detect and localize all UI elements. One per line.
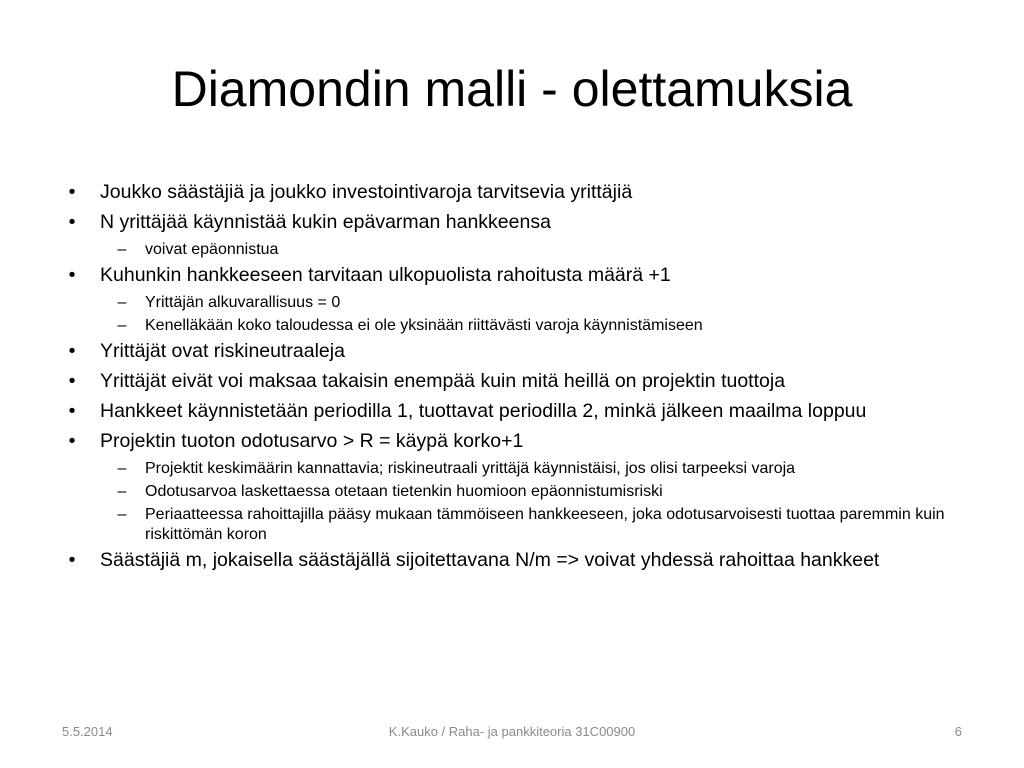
bullet-text: Joukko säästäjiä ja joukko investointivaroja tarvitsevia yrittäjiä bbox=[100, 181, 633, 203]
bullet-marker: • bbox=[68, 430, 76, 452]
bullet-marker: • bbox=[68, 211, 76, 233]
sub-bullet-marker: – bbox=[117, 317, 127, 334]
sub-bullet-text: Yrittäjän alkuvarallisuus = 0 bbox=[145, 294, 341, 311]
bullet-marker: • bbox=[68, 549, 76, 571]
bullet-marker: • bbox=[68, 370, 76, 392]
sub-bullet-text: Periaatteessa rahoittajilla pääsy mukaan tämmöiseen hankkeeseen, joka odotusarvoisesti tuottaa paremmin kuin riskittömän koron bbox=[145, 506, 945, 543]
sub-bullet-marker: – bbox=[117, 483, 127, 500]
sub-bullet-text: Odotusarvoa laskettaessa otetaan tietenkin huomioon epäonnistumisriski bbox=[145, 483, 663, 500]
footer-date: 5.5.2014 bbox=[62, 724, 113, 739]
bullet-item bbox=[62, 369, 962, 393]
bullet-text: Hankkeet käynnistetään periodilla 1, tuottavat periodilla 2, minkä jälkeen maailma loppuu bbox=[100, 400, 867, 422]
bullet-item bbox=[62, 399, 962, 423]
sub-bullet-item bbox=[62, 505, 962, 545]
bullet-text: Yrittäjät ovat riskineutraaleja bbox=[100, 340, 345, 362]
sub-bullet-item bbox=[62, 293, 962, 313]
bullet-list bbox=[62, 180, 962, 578]
sub-bullet-item bbox=[62, 459, 962, 479]
footer-page-number: 6 bbox=[954, 724, 962, 739]
bullet-marker: • bbox=[68, 400, 76, 422]
sub-bullet-text: Kenelläkään koko taloudessa ei ole yksinään riittävästi varoja käynnistämiseen bbox=[145, 317, 703, 334]
bullet-item bbox=[62, 263, 962, 287]
sub-bullet-text: voivat epäonnistua bbox=[145, 241, 279, 258]
sub-bullet-text: Projektit keskimäärin kannattavia; riskineutraali yrittäjä käynnistäisi, jos olisi tarpeeksi varoja bbox=[145, 460, 796, 477]
bullet-text: Projektin tuoton odotusarvo > R = käypä korko+1 bbox=[100, 430, 524, 452]
sub-bullet-item bbox=[62, 240, 962, 260]
bullet-marker: • bbox=[68, 340, 76, 362]
bullet-text: Kuhunkin hankkeeseen tarvitaan ulkopuolista rahoitusta määrä +1 bbox=[100, 264, 671, 286]
sub-bullet-item bbox=[62, 482, 962, 502]
bullet-item bbox=[62, 210, 962, 234]
bullet-text: N yrittäjää käynnistää kukin epävarman hankkeensa bbox=[100, 211, 551, 233]
sub-bullet-marker: – bbox=[117, 460, 127, 477]
bullet-marker: • bbox=[68, 264, 76, 286]
footer-course: K.Kauko / Raha- ja pankkiteoria 31C00900 bbox=[388, 724, 636, 739]
sub-bullet-marker: – bbox=[117, 294, 127, 311]
sub-bullet-marker: – bbox=[117, 241, 127, 258]
sub-bullet-item bbox=[62, 316, 962, 336]
bullet-text: Säästäjiä m, jokaisella säästäjällä sijoitettavana N/m => voivat yhdessä rahoittaa hankkeet bbox=[100, 549, 880, 571]
sub-bullet-marker: – bbox=[117, 506, 127, 523]
bullet-item bbox=[62, 339, 962, 363]
bullet-item bbox=[62, 180, 962, 204]
bullet-item bbox=[62, 548, 962, 572]
bullet-marker: • bbox=[68, 181, 76, 203]
bullet-text: Yrittäjät eivät voi maksaa takaisin enempää kuin mitä heillä on projektin tuottoja bbox=[100, 370, 786, 392]
slide-title: Diamondin malli - olettamuksia bbox=[171, 61, 853, 117]
bullet-item bbox=[62, 429, 962, 453]
